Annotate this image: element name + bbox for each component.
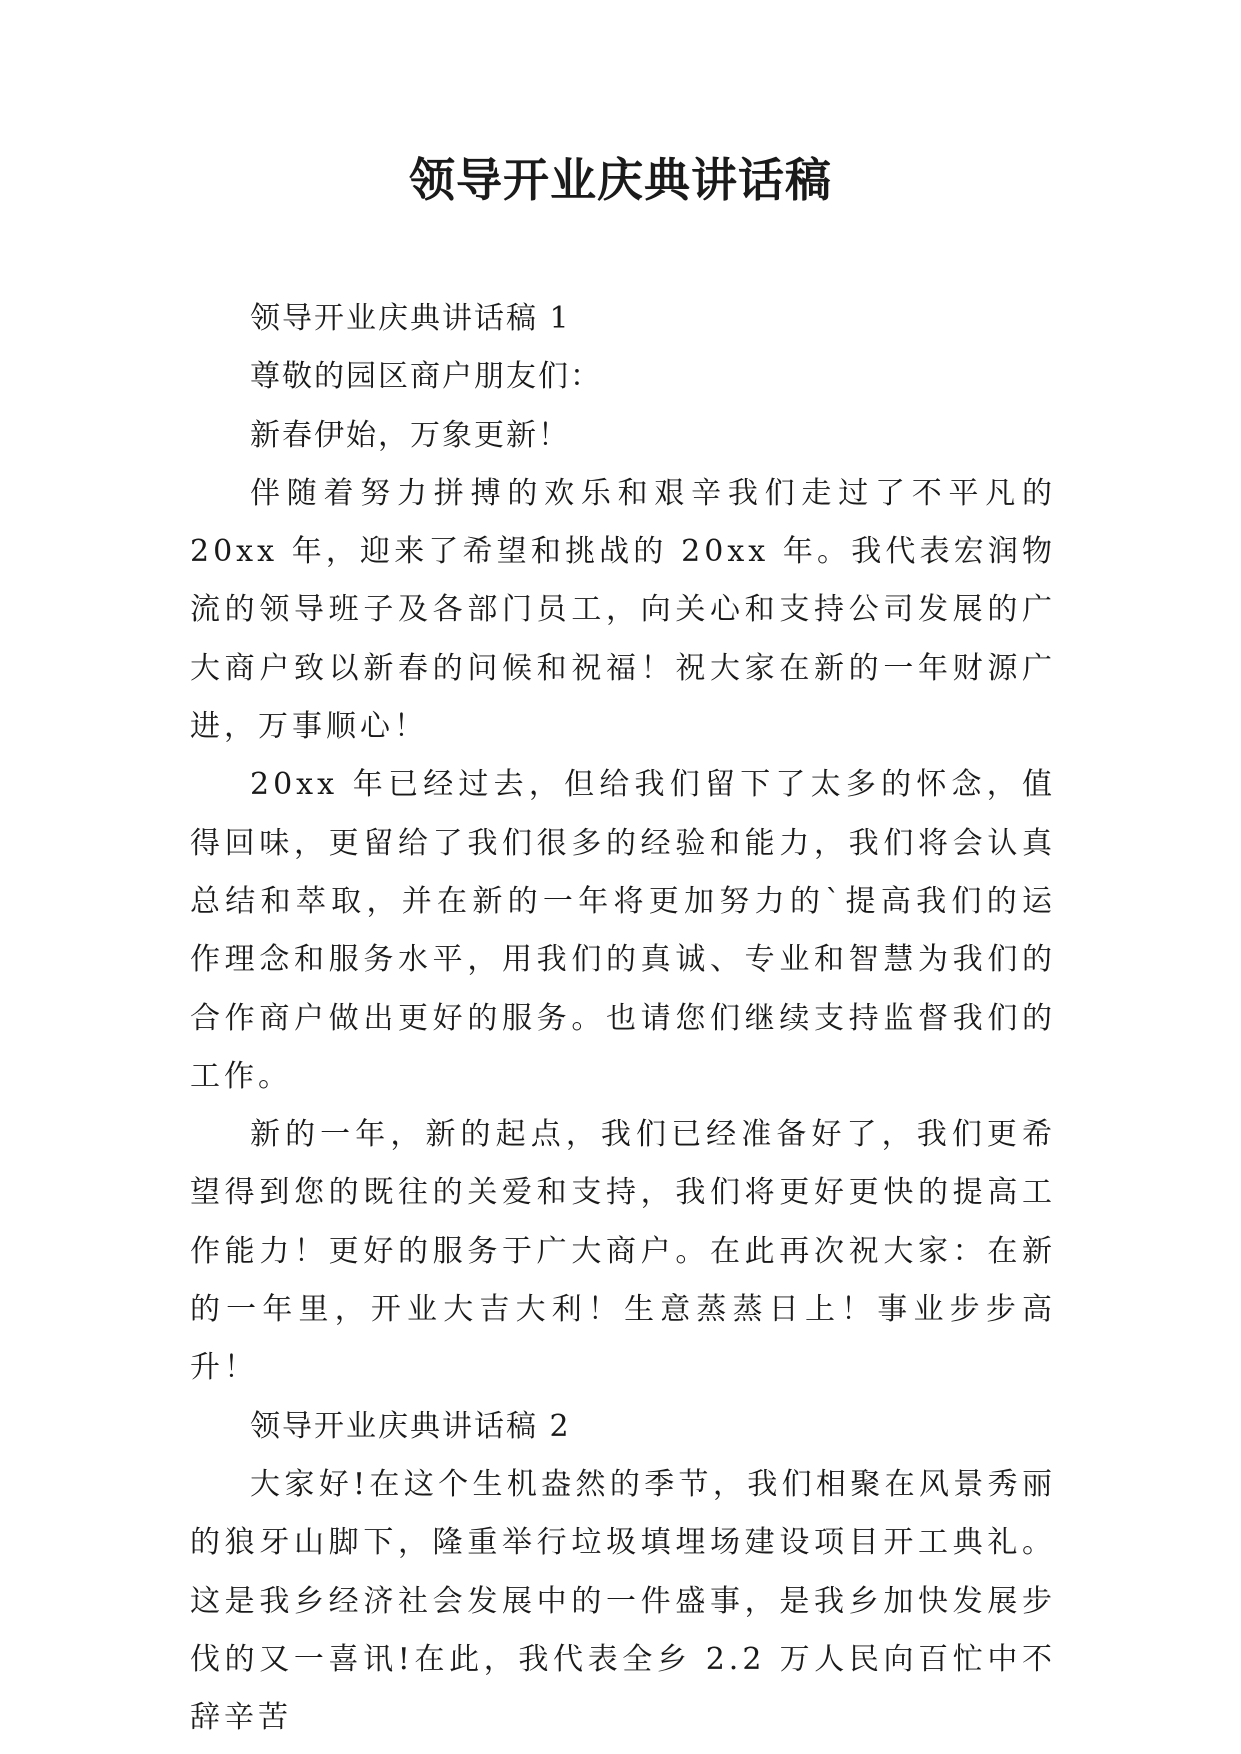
document-body — [190, 290, 1056, 1747]
greeting-line: 新春伊始，万象更新！ — [250, 417, 570, 453]
section-heading-1: 领导开业庆典讲话稿 1 — [250, 301, 571, 336]
salutation: 尊敬的园区商户朋友们： — [250, 359, 602, 395]
paragraph: 伴随着努力拼搏的欢乐和艰辛我们走过了不平凡的 20xx 年，迎来了希望和挑战的 20xx 年。我代表宏润物流的领导班子及各部门员工，向关心和支持公司发展的广大商户致以新春的问候和祝福！祝大家在新的一年财源广进，万事顺心！ — [190, 475, 1056, 745]
document-title: 领导开业庆典讲话稿 — [409, 153, 832, 207]
paragraph: 20xx 年已经过去，但给我们留下了太多的怀念，值得回味，更留给了我们很多的经验和能力，我们将会认真总结和萃取，并在新的一年将更加努力的`提高我们的运作理念和服务水平，用我们的真诚、专业和智慧为我们的合作商户做出更好的服务。也请您们继续支持监督我们的工作。 — [190, 767, 1056, 1094]
section-heading-2: 领导开业庆典讲话稿 2 — [250, 1408, 571, 1444]
paragraph: 新的一年，新的起点，我们已经准备好了，我们更希望得到您的既往的关爱和支持，我们将更好更快的提高工作能力！更好的服务于广大商户。在此再次祝大家：在新的一年里，开业大吉大利！生意蒸蒸日上！事业步步高升！ — [190, 1117, 1056, 1386]
paragraph: 大家好!在这个生机盎然的季节，我们相聚在风景秀丽的狼牙山脚下，隆重举行垃圾填埋场建设项目开工典礼。这是我乡经济社会发展中的一件盛事，是我乡加快发展步伐的又一喜讯!在此，我代表全乡 2.2 万人民向百忙中不辞辛苦 — [190, 1466, 1056, 1736]
